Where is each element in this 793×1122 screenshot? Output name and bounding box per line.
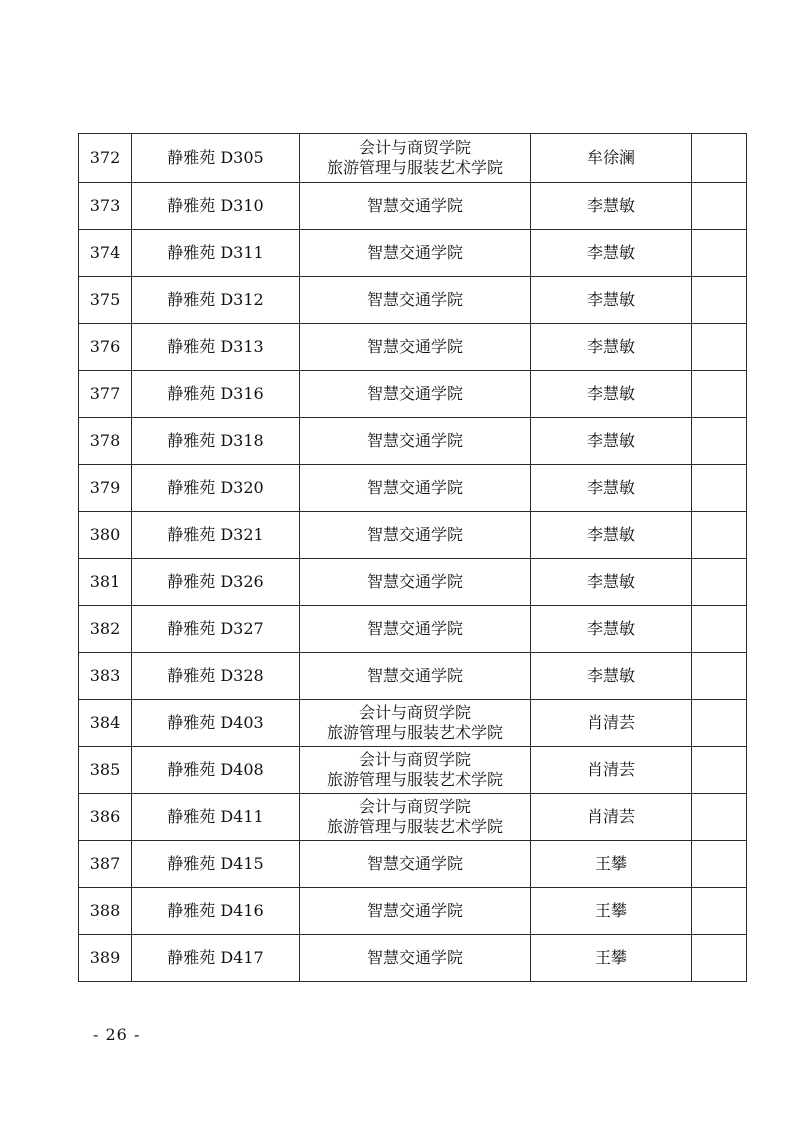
college-name: 智慧交通学院 <box>366 854 463 873</box>
room-cell: 静雅苑 D305 <box>132 134 300 183</box>
row-number-cell: 375 <box>79 277 132 324</box>
person-cell: 肖清芸 <box>531 700 692 747</box>
room-cell: 静雅苑 D310 <box>132 183 300 230</box>
room-cell: 静雅苑 D326 <box>132 559 300 606</box>
person-cell: 李慧敏 <box>531 606 692 653</box>
person-cell: 李慧敏 <box>531 183 692 230</box>
room-cell: 静雅苑 D312 <box>132 277 300 324</box>
college-name: 智慧交通学院 <box>366 619 463 638</box>
row-number-cell: 373 <box>79 183 132 230</box>
room-cell: 静雅苑 D403 <box>132 700 300 747</box>
note-cell <box>692 606 747 653</box>
person-cell: 李慧敏 <box>531 230 692 277</box>
note-cell <box>692 935 747 982</box>
college-cell <box>300 134 531 183</box>
table-row <box>79 418 747 465</box>
table-row <box>79 512 747 559</box>
person-cell: 李慧敏 <box>531 418 692 465</box>
note-cell <box>692 418 747 465</box>
room-cell: 静雅苑 D416 <box>132 888 300 935</box>
table-row <box>79 559 747 606</box>
room-cell: 静雅苑 D320 <box>132 465 300 512</box>
row-number-cell: 387 <box>79 841 132 888</box>
table-row <box>79 183 747 230</box>
college-name: 智慧交通学院 <box>366 431 463 450</box>
college-name: 智慧交通学院 <box>366 901 463 920</box>
room-cell: 静雅苑 D411 <box>132 794 300 841</box>
college-name: 智慧交通学院 <box>366 948 463 967</box>
row-number-cell: 376 <box>79 324 132 371</box>
note-cell <box>692 230 747 277</box>
note-cell <box>692 183 747 230</box>
room-cell: 静雅苑 D321 <box>132 512 300 559</box>
college-cell <box>300 935 531 982</box>
room-cell: 静雅苑 D313 <box>132 324 300 371</box>
college-cell <box>300 465 531 512</box>
college-cell <box>300 277 531 324</box>
note-cell <box>692 794 747 841</box>
person-cell: 王攀 <box>531 841 692 888</box>
room-cell: 静雅苑 D311 <box>132 230 300 277</box>
room-cell: 静雅苑 D417 <box>132 935 300 982</box>
college-cell <box>300 230 531 277</box>
note-cell <box>692 700 747 747</box>
note-cell <box>692 134 747 183</box>
table-row <box>79 277 747 324</box>
person-cell: 牟徐澜 <box>531 134 692 183</box>
table-row <box>79 888 747 935</box>
note-cell <box>692 277 747 324</box>
person-cell: 李慧敏 <box>531 371 692 418</box>
table-row <box>79 700 747 747</box>
college-cell <box>300 841 531 888</box>
college-name: 会计与商贸学院 <box>358 138 471 157</box>
note-cell <box>692 559 747 606</box>
college-cell <box>300 606 531 653</box>
row-number-cell: 389 <box>79 935 132 982</box>
person-cell: 肖清芸 <box>531 747 692 794</box>
row-number-cell: 374 <box>79 230 132 277</box>
note-cell <box>692 888 747 935</box>
person-cell: 李慧敏 <box>531 277 692 324</box>
college-name: 智慧交通学院 <box>366 525 463 544</box>
person-cell: 王攀 <box>531 888 692 935</box>
college-name: 旅游管理与服装艺术学院 <box>326 158 503 177</box>
row-number-cell: 385 <box>79 747 132 794</box>
row-number-cell: 372 <box>79 134 132 183</box>
table-row <box>79 606 747 653</box>
college-name: 旅游管理与服装艺术学院 <box>326 723 503 742</box>
college-name: 智慧交通学院 <box>366 290 463 309</box>
row-number-cell: 380 <box>79 512 132 559</box>
college-name: 智慧交通学院 <box>366 196 463 215</box>
table-row <box>79 230 747 277</box>
row-number-cell: 379 <box>79 465 132 512</box>
room-cell: 静雅苑 D328 <box>132 653 300 700</box>
row-number-cell: 388 <box>79 888 132 935</box>
college-cell <box>300 888 531 935</box>
dormitory-table <box>78 133 747 982</box>
note-cell <box>692 653 747 700</box>
college-name: 智慧交通学院 <box>366 337 463 356</box>
note-cell <box>692 841 747 888</box>
college-cell <box>300 324 531 371</box>
college-name: 会计与商贸学院 <box>358 703 471 722</box>
room-cell: 静雅苑 D415 <box>132 841 300 888</box>
table-row <box>79 935 747 982</box>
note-cell <box>692 512 747 559</box>
table-row <box>79 324 747 371</box>
college-cell <box>300 371 531 418</box>
person-cell: 王攀 <box>531 935 692 982</box>
college-name: 会计与商贸学院 <box>358 797 471 816</box>
college-name: 旅游管理与服装艺术学院 <box>326 770 503 789</box>
college-name: 智慧交通学院 <box>366 384 463 403</box>
row-number-cell: 381 <box>79 559 132 606</box>
row-number-cell: 378 <box>79 418 132 465</box>
college-name: 智慧交通学院 <box>366 572 463 591</box>
person-cell: 肖清芸 <box>531 794 692 841</box>
table-row <box>79 747 747 794</box>
row-number-cell: 386 <box>79 794 132 841</box>
person-cell: 李慧敏 <box>531 324 692 371</box>
table-body <box>79 134 747 982</box>
college-cell <box>300 794 531 841</box>
row-number-cell: 383 <box>79 653 132 700</box>
page-number: - 26 - <box>93 1025 141 1044</box>
note-cell <box>692 324 747 371</box>
table-row <box>79 841 747 888</box>
row-number-cell: 382 <box>79 606 132 653</box>
room-cell: 静雅苑 D318 <box>132 418 300 465</box>
college-cell <box>300 512 531 559</box>
person-cell: 李慧敏 <box>531 653 692 700</box>
college-name: 会计与商贸学院 <box>358 750 471 769</box>
college-name: 智慧交通学院 <box>366 666 463 685</box>
room-cell: 静雅苑 D316 <box>132 371 300 418</box>
table-row <box>79 794 747 841</box>
row-number-cell: 384 <box>79 700 132 747</box>
person-cell: 李慧敏 <box>531 559 692 606</box>
college-cell <box>300 559 531 606</box>
college-cell <box>300 747 531 794</box>
room-cell: 静雅苑 D327 <box>132 606 300 653</box>
table-row <box>79 653 747 700</box>
note-cell <box>692 371 747 418</box>
college-cell <box>300 183 531 230</box>
note-cell <box>692 465 747 512</box>
person-cell: 李慧敏 <box>531 465 692 512</box>
college-cell <box>300 418 531 465</box>
table-row <box>79 465 747 512</box>
college-cell <box>300 653 531 700</box>
table-row <box>79 371 747 418</box>
note-cell <box>692 747 747 794</box>
table-row <box>79 134 747 183</box>
person-cell: 李慧敏 <box>531 512 692 559</box>
college-name: 智慧交通学院 <box>366 243 463 262</box>
room-cell: 静雅苑 D408 <box>132 747 300 794</box>
row-number-cell: 377 <box>79 371 132 418</box>
college-name: 智慧交通学院 <box>366 478 463 497</box>
college-cell <box>300 700 531 747</box>
college-name: 旅游管理与服装艺术学院 <box>326 817 503 836</box>
